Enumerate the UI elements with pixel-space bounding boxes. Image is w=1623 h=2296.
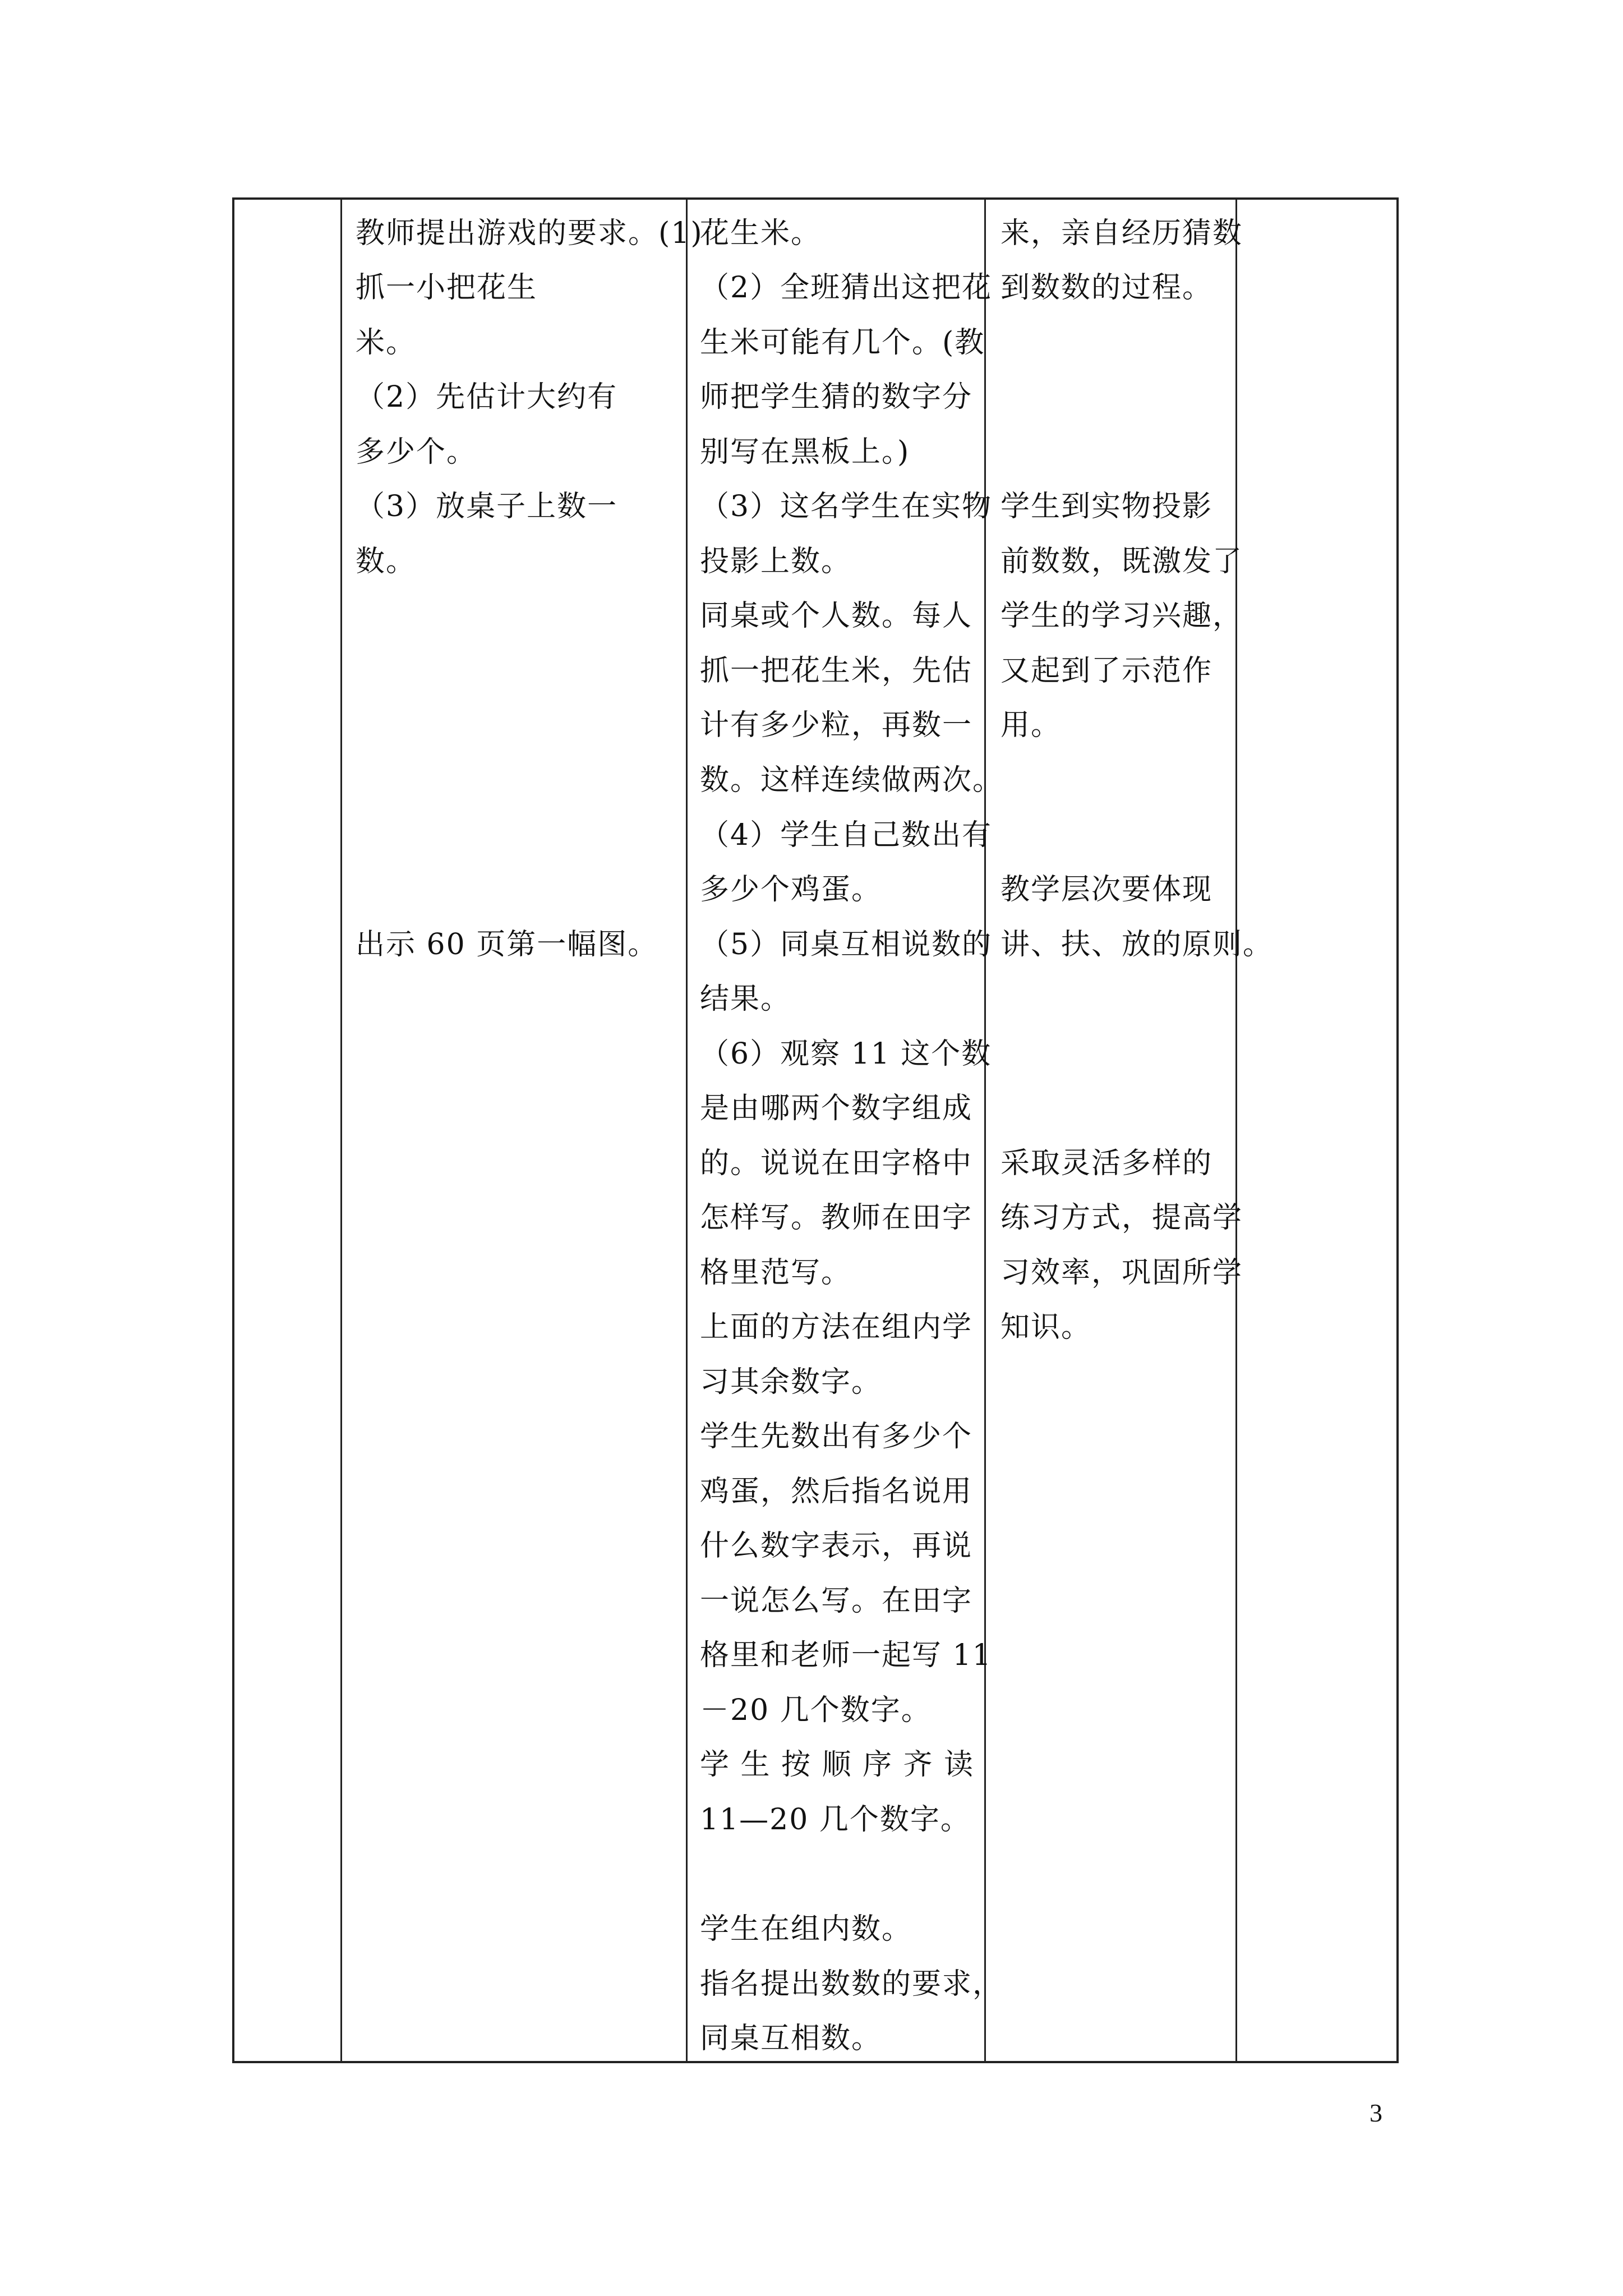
table-cell-line: 练习方式，提高学 [1000,1201,1243,1235]
table-cell-line: 前数数，既激发了 [1000,545,1243,578]
table-cell-line: 知识。 [1000,1310,1092,1344]
table-cell-line: 的。说说在田字格中 [700,1147,973,1180]
table-cell-line: 同桌或个人数。每人 [700,599,973,633]
table-cell-line: 11—20 几个数字。 [700,1803,971,1837]
table-cell-line: 学生的学习兴趣， [1000,599,1243,633]
table-cell-line: 结果。 [700,982,791,1016]
table-cell-line: 学生到实物投影 [1000,490,1213,523]
table-cell-line: （2）先估计大约有 [356,380,618,414]
table-cell-line: 生米可能有几个。(教 [700,326,985,360]
table-cell-line: 多少个。 [356,435,477,469]
table-column-2-teacher-activity [356,200,703,2061]
table-cell-line: 来，亲自经历猜数 [1000,217,1243,250]
table-cell-line: 出示 60 页第一幅图。 [356,928,658,961]
table-cell-line: （2）全班猜出这把花 [700,271,993,305]
table-column-1 [234,200,340,2061]
table-cell-line: 教师提出游戏的要求。(1) [356,217,703,250]
lesson-plan-table [232,197,1399,2063]
table-cell-line: 同桌互相数。 [700,2022,882,2055]
table-cell-line: 讲、扶、放的原则。 [1000,928,1274,961]
table-cell-line: （3）放桌子上数一 [356,490,618,523]
table-cell-line: 用。 [1000,708,1062,742]
column-divider [340,200,342,2061]
table-cell-line: （4）学生自己数出有 [700,818,993,852]
table-column-5 [1237,200,1396,2061]
table-cell-line: 投影上数。 [700,545,852,578]
table-cell-line: 采取灵活多样的 [1000,1147,1213,1180]
table-cell-line: 计有多少粒，再数一 [700,708,973,742]
table-cell-line: 多少个鸡蛋。 [700,873,882,907]
page-number: 3 [1370,2099,1382,2127]
table-cell-line: 指名提出数数的要求， [700,1967,1003,2001]
table-cell-line: 数。这样连续做两次。 [700,763,1003,797]
table-cell-line: 什么数字表示，再说 [700,1529,973,1563]
table-cell-line: 又起到了示范作 [1000,654,1213,688]
table-cell-line: （5）同桌互相说数的 [700,928,993,961]
table-cell-line: 一说怎么写。在田字 [700,1584,973,1618]
table-cell-line: 到数数的过程。 [1000,271,1213,305]
table-cell-line: 习其余数字。 [700,1365,882,1399]
table-cell-line: 习效率，巩固所学 [1000,1256,1243,1290]
table-cell-line: （6）观察 11 这个数 [700,1037,992,1071]
table-cell-line: 怎样写。教师在田字 [700,1201,973,1235]
column-divider [686,200,688,2061]
table-cell-line: 是由哪两个数字组成 [700,1092,973,1125]
table-cell-line: 教学层次要体现 [1000,873,1213,907]
table-cell-line: 师把学生猜的数字分 [700,380,973,414]
table-cell-line: 抓一小把花生 [356,271,538,305]
table-column-4-design-intent [1000,200,1274,2061]
table-cell-line: 学生在组内数。 [700,1912,912,1946]
table-cell-line: －20 几个数字。 [700,1694,932,1727]
column-divider [984,200,986,2061]
table-cell-line: 学生先数出有多少个 [700,1420,973,1453]
table-cell-line: 上面的方法在组内学 [700,1310,973,1344]
table-cell-line: 别写在黑板上。) [700,435,910,469]
table-column-3-student-activity [700,200,1003,2061]
table-cell-line: 格里范写。 [700,1256,852,1290]
table-cell-line: 抓一把花生米，先估 [700,654,973,688]
table-cell-line: 格里和老师一起写 11 [700,1639,992,1672]
table-cell-line: （3）这名学生在实物 [700,490,993,523]
table-cell-line: 学 生 按 顺 序 齐 读 [700,1748,975,1782]
table-cell-line: 鸡蛋，然后指名说用 [700,1475,973,1508]
table-cell-line: 花生米。 [700,217,822,250]
table-cell-line: 数。 [356,545,417,578]
table-cell-line: 米。 [356,326,417,360]
